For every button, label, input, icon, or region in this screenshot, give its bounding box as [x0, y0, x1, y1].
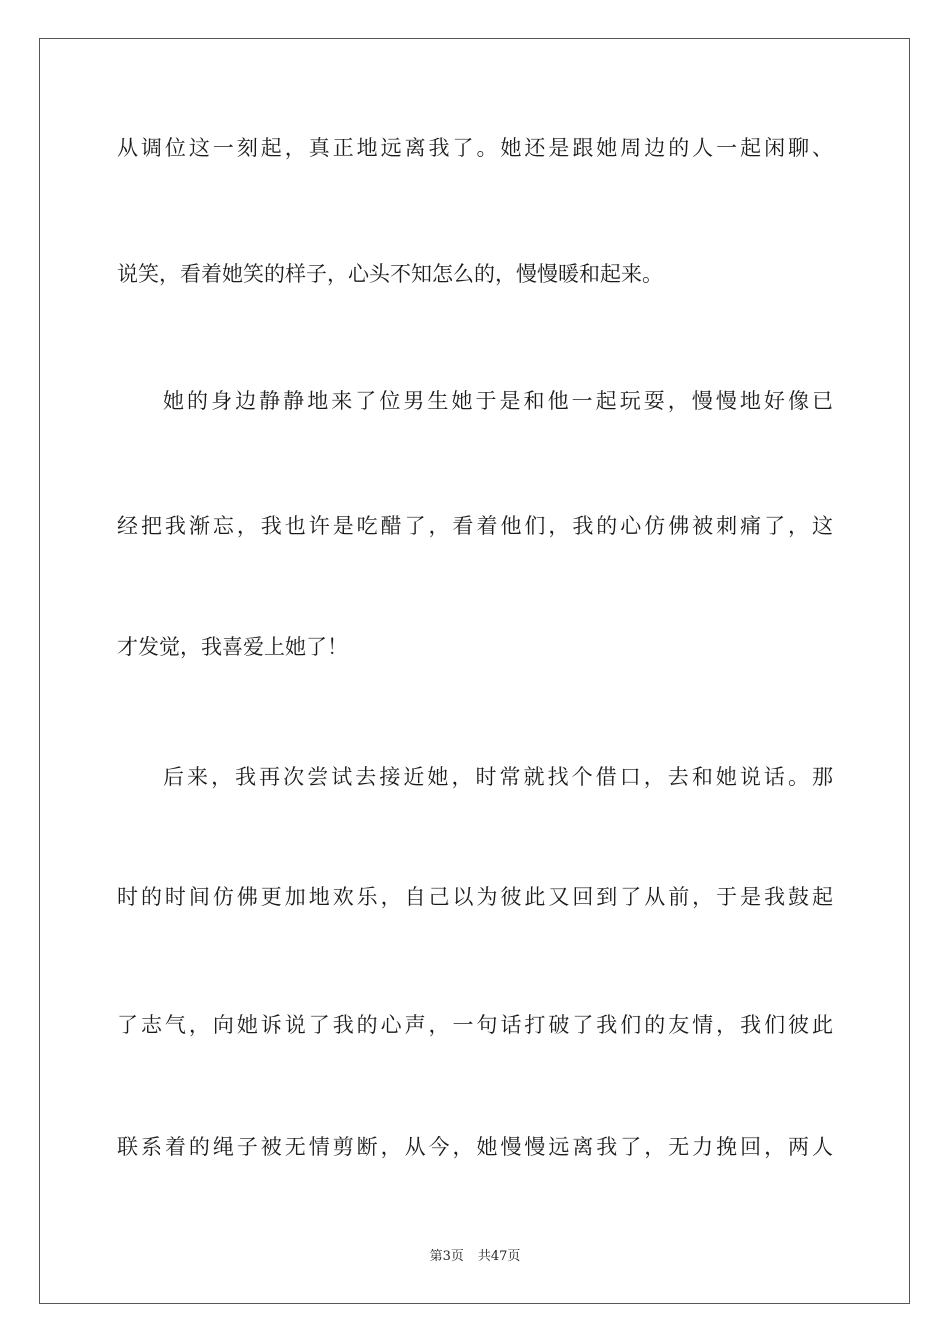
page-frame — [39, 38, 910, 1304]
text-line-9: 联系着的绳子被无情剪断，从今，她慢慢远离我了，无力挽回，两人 — [117, 1135, 833, 1159]
text-line-6: 后来，我再次尝试去接近她，时常就找个借口，去和她说话。那 — [163, 765, 833, 789]
total-pages: 共47页 — [477, 1249, 521, 1264]
page-footer — [0, 1248, 950, 1266]
text-line-4: 经把我渐忘，我也许是吃醋了，看着他们，我的心仿佛被刺痛了，这 — [117, 514, 833, 538]
text-line-5: 才发觉，我喜爱上她了！ — [117, 635, 348, 659]
text-line-3: 她的身边静静地来了位男生她于是和他一起玩耍，慢慢地好像已 — [163, 389, 833, 413]
text-line-1: 从调位这一刻起，真正地远离我了。她还是跟她周边的人一起闲聊、 — [117, 136, 833, 160]
page-number: 第3页 — [429, 1249, 464, 1264]
text-line-7: 时的时间仿佛更加地欢乐，自己以为彼此又回到了从前，于是我鼓起 — [117, 885, 833, 909]
text-line-2: 说笑，看着她笑的样子，心头不知怎么的，慢慢暖和起来。 — [117, 262, 663, 286]
text-line-8: 了志气，向她诉说了我的心声，一句话打破了我们的友情，我们彼此 — [117, 1013, 833, 1037]
